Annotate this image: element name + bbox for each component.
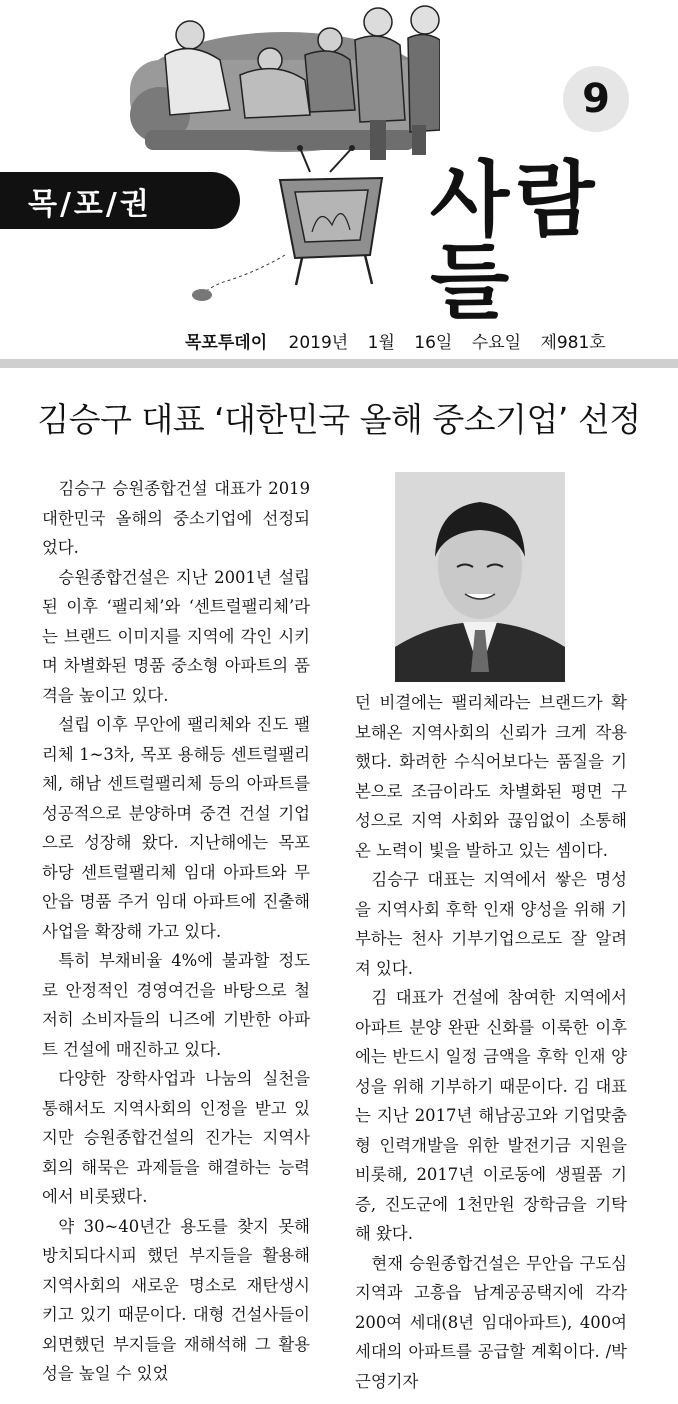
article-paragraph: 승원종합건설은 지난 2001년 설립된 이후 ‘팰리체’와 ‘센트럴팰리체’라는 브랜드 이미지를 지역에 각인 시키며 차별화된 명품 중소형 아파트의 품격을 높이고 있다. — [42, 567, 310, 705]
header-divider — [0, 359, 678, 368]
article-paragraph: 약 30~40년간 용도를 찾지 못해 방치되다시피 했던 부지들을 활용해 지역사회의 새로운 명소로 재탄생시키고 있기 때문이다. 대형 건설사들이 외면했던 부지들을 재해석해 그 활용성을 높일 수 있었 — [42, 1216, 310, 1383]
date-month: 1월 — [367, 333, 395, 353]
article-column-left — [42, 474, 310, 1389]
page-number: 9 — [582, 76, 610, 122]
article-paragraph: 던 비결에는 팰리체라는 브랜드가 확보해온 지역사회의 신뢰가 크게 작용했다. 화려한 수식어보다는 품질을 기본으로 조금이라도 차별화된 평면 구성으로 지역 사회와 끊임없이 소통해 온 노력이 빛을 발하고 있는 셈이다. — [355, 693, 627, 860]
article-paragraph: 다양한 장학사업과 나눔의 실천을 통해서도 지역사회의 인정을 받고 있지만 승원종합건설의 진가는 지역사회의 해묵은 과제들을 해결하는 능력에서 비롯됐다. — [42, 1069, 310, 1206]
date-year: 2019년 — [288, 333, 349, 353]
article-paragraph: 김 대표가 건설에 참여한 지역에서 아파트 분양 완판 신화를 이룩한 이후에는 반드시 일정 금액을 후학 인재 양성을 위해 기부하기 때문이다. 김 대표는 지난 2017년 해남공고와 기업맞춤형 인력개발을 위한 발전기금 지원을 비롯해, 2017년 이로동에 생필품 기증, 진도군에 1천만원 장학금을 기탁해 왔다. — [355, 988, 627, 1243]
article-paragraph: 김승구 대표는 지역에서 쌓은 명성을 지역사회 후학 인재 양성을 위해 기부하는 천사 기부기업으로도 잘 알려져 있다. — [355, 870, 627, 978]
publication-name: 목포투데이 — [185, 333, 268, 353]
region-label: 목/포/권 — [28, 186, 152, 222]
page-number-badge — [563, 66, 629, 132]
date-day: 16일 — [414, 333, 453, 353]
article-column-right — [355, 688, 627, 1396]
portrait-icon — [395, 472, 565, 682]
issue-number: 제981호 — [540, 333, 606, 353]
sofa-tv-illustration — [120, 0, 440, 305]
cord-icon — [192, 255, 285, 301]
article-headline: 김승구 대표 ‘대한민국 올해 중소기업’ 선정 — [37, 400, 641, 439]
article-paragraph: 김승구 승원종합건설 대표가 2019 대한민국 올해의 중소기업에 선정되었다. — [42, 479, 310, 557]
article-paragraph: 현재 승원종합건설은 무안읍 구도심 지역과 고흥읍 남계공공택지에 각각 200여 세대(8년 임대아파트), 400여 세대의 아파트를 공급할 계획이다. /박근영기자 — [355, 1253, 627, 1391]
article-paragraph: 설립 이후 무안에 팰리체와 진도 팰리체 1~3차, 목포 용해등 센트럴팰리체, 해남 센트럴팰리체 등의 아파트를 성공적으로 분양하며 중견 건설 기업으로 성장해 왔다. 지난해에는 목포 하당 센트럴팰리체 임대 아파트와 무안읍 명품 주거 임대 아파트에 진출해 사업을 확장해 가고 있다. — [42, 715, 310, 941]
publication-info — [185, 328, 606, 353]
portrait-photo — [395, 472, 565, 682]
date-weekday: 수요일 — [471, 333, 522, 353]
article-paragraph: 특히 부채비율 4%에 불과할 정도로 안정적인 경영여건을 바탕으로 철저히 소비자들의 니즈에 기반한 아파트 건설에 매진하고 있다. — [42, 951, 310, 1059]
region-banner — [0, 172, 240, 229]
section-title: 사람들 — [430, 153, 601, 330]
tv-icon — [280, 145, 382, 285]
